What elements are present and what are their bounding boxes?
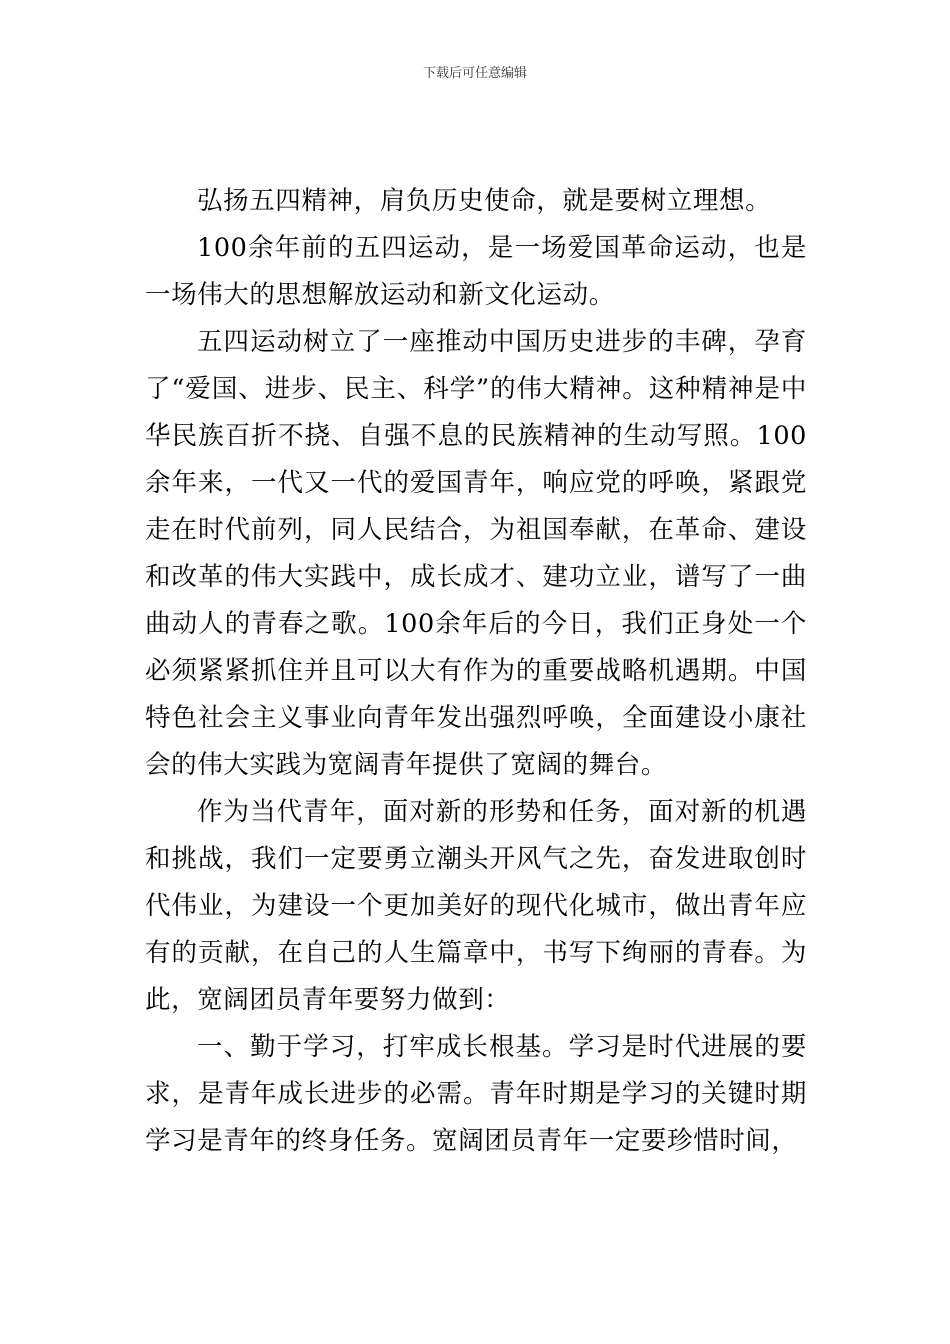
paragraph: 作为当代青年，面对新的形势和任务，面对新的机遇和挑战，我们一定要勇立潮头开风气之先，奋发进取创时代伟业，为建设一个更加美好的现代化城市，做出青年应有的贡献，在自己的人生篇章中，书写下绚丽的青春。为此，宽阔团员青年要努力做到： xyxy=(145,797,807,1015)
paragraph: 五四运动树立了一座推动中国历史进步的丰碑，孕育了“爱国、进步、民主、科学”的伟大精神。这种精神是中华民族百折不挠、自强不息的民族精神的生动写照。100余年来，一代又一代的爱国青年，响应党的呼唤，紧跟党走在时代前列，同人民结合，为祖国奉献，在革命、建设和改革的伟大实践中，成长成才、建功立业，谱写了一曲曲动人的青春之歌。100余年后的今日，我们正身处一个必须紧紧抓住并且可以大有作为的重要战略机遇期。中国特色社会主义事业向青年发出强烈呼唤，全面建设小康社会的伟大实践为宽阔青年提供了宽阔的舞台。 xyxy=(145,327,807,780)
paragraph: 弘扬五四精神，肩负历史使命，就是要树立理想。 xyxy=(197,186,772,216)
paragraph: 一、勤于学习，打牢成长根基。学习是时代进展的要求，是青年成长进步的必需。青年时期是学习的关键时期学习是青年的终身任务。宽阔团员青年一定要珍惜时间， xyxy=(145,1032,807,1156)
document-body xyxy=(145,178,807,1165)
paragraph: 100余年前的五四运动，是一场爱国革命运动，也是一场伟大的思想解放运动和新文化运动。 xyxy=(145,233,807,310)
page-header: 下载后可任意编辑 xyxy=(422,66,527,81)
